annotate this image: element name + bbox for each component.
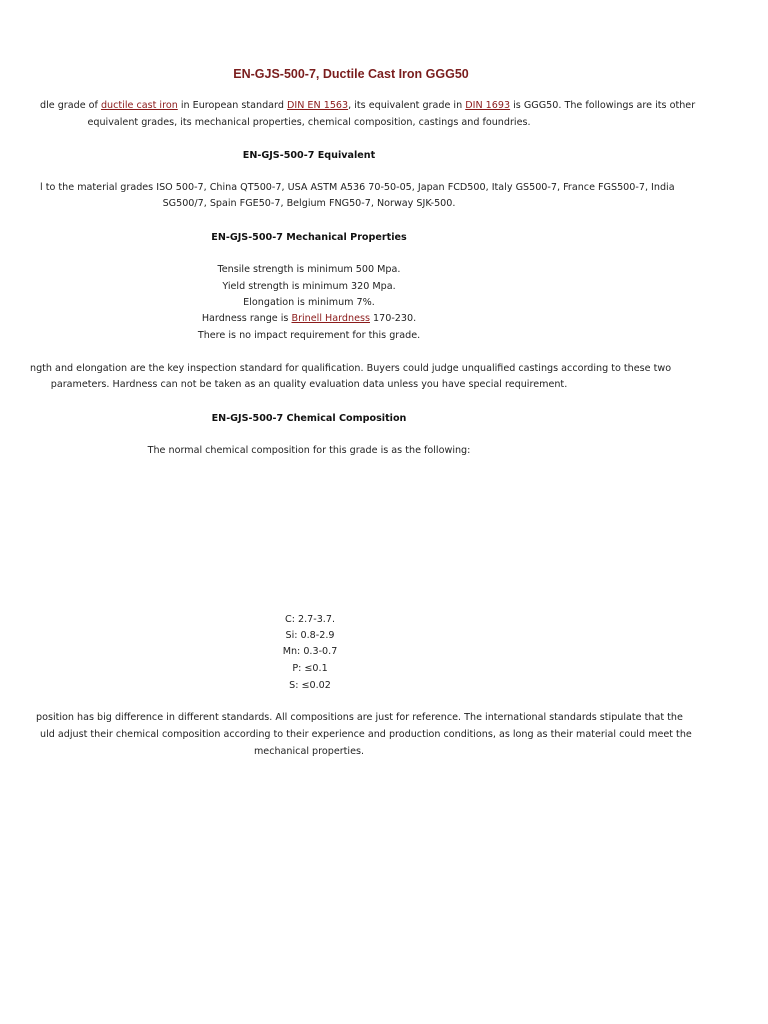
chemical-note-line-2: uld adjust their chemical composition according to their experience and production conditions, as long as their material could meet the <box>40 729 692 740</box>
equivalent-line-1: l to the material grades ISO 500-7, China QT500-7, USA ASTM A536 70-50-05, Japan FCD500, Italy GS500-7, France FGS500-7, India <box>40 182 675 193</box>
equivalent-heading: EN-GJS-500-7 Equivalent <box>242 150 376 161</box>
intro-line-2: equivalent grades, its mechanical properties, chemical composition, castings and foundries. <box>87 117 531 128</box>
chemical-heading: EN-GJS-500-7 Chemical Composition <box>211 413 407 424</box>
mechanical-note-line-2: parameters. Hardness can not be taken as an quality evaluation data unless you have special requirement. <box>50 379 568 390</box>
intro-line-1 <box>40 99 695 112</box>
yield-strength-text: Yield strength is minimum 320 Mpa. <box>222 281 396 292</box>
din-en-1563-link[interactable]: DIN EN 1563 <box>286 100 349 111</box>
din-1693-link[interactable]: DIN 1693 <box>465 100 511 111</box>
chemical-note-line-3: mechanical properties. <box>253 746 365 757</box>
intro-text-3: , its equivalent grade in <box>348 100 466 111</box>
ductile-cast-iron-link[interactable]: ductile cast iron <box>100 100 178 111</box>
intro-text-2: in European standard <box>177 100 287 111</box>
tensile-strength-text: Tensile strength is minimum 500 Mpa. <box>217 264 401 275</box>
mechanical-note-line-1: ngth and elongation are the key inspection standard for qualification. Buyers could judge unqualified castings according to these two <box>30 363 672 374</box>
page-title: EN-GJS-500-7, Ductile Cast Iron GGG50 <box>233 67 469 81</box>
sulfur-composition: S: ≤0.02 <box>289 680 331 691</box>
hardness-text-after: 170-230. <box>369 313 417 324</box>
carbon-composition: C: 2.7-3.7. <box>284 614 336 625</box>
elongation-text: Elongation is minimum 7%. <box>243 297 375 308</box>
brinell-hardness-link[interactable]: Brinell Hardness <box>291 313 370 324</box>
phosphorus-composition: P: ≤0.1 <box>292 663 328 674</box>
chemical-intro-text: The normal chemical composition for this grade is as the following: <box>147 445 471 456</box>
intro-text-1: dle grade of <box>40 100 101 111</box>
silicon-composition: Si: 0.8-2.9 <box>285 630 335 641</box>
intro-text-4: is GGG50. The followings are its other <box>510 100 696 111</box>
impact-text: There is no impact requirement for this grade. <box>197 330 421 341</box>
manganese-composition: Mn: 0.3-0.7 <box>282 646 338 657</box>
hardness-text <box>202 312 416 325</box>
mechanical-heading: EN-GJS-500-7 Mechanical Properties <box>211 232 407 243</box>
chemical-note-line-1: position has big difference in different standards. All compositions are just for reference. The international standards stipulate that the <box>36 712 683 723</box>
equivalent-line-2: SG500/7, Spain FGE50-7, Belgium FNG50-7, Norway SJK-500. <box>162 198 456 209</box>
hardness-text-before: Hardness range is <box>201 313 292 324</box>
